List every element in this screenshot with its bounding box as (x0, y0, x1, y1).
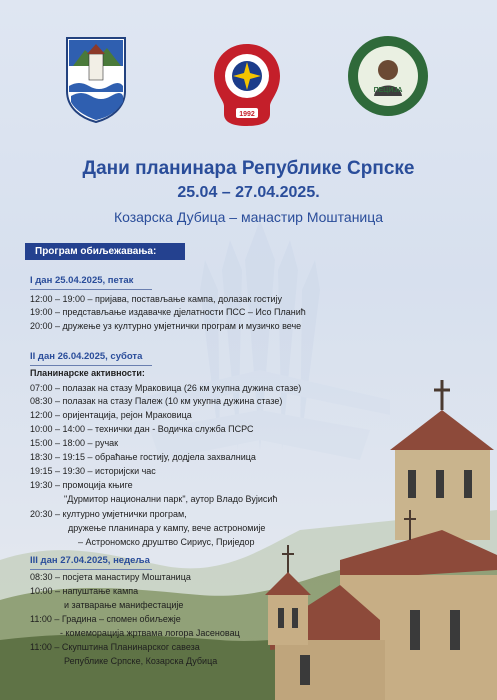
event-dates: 25.04 – 27.04.2025. (177, 184, 320, 201)
day3-item: 10:00 – напуштање кампа (30, 586, 139, 596)
day3-underline (30, 569, 152, 570)
day2-evening: 20:30 – културно умјетнички програм, (30, 509, 187, 519)
day2-evening-line3: – Астрономско друштво Сириус, Приједор (78, 537, 255, 547)
day1-heading: I дан 25.04.2025, петак (30, 275, 134, 286)
logos-row (0, 30, 497, 130)
municipality-coat-of-arms-logo (65, 36, 127, 124)
day1-underline (30, 289, 152, 290)
day3-item: 08:30 – посјета манастиру Моштаница (30, 572, 191, 582)
pecija-club-logo (346, 34, 430, 118)
day3-item: 11:00 – Градина – спомен обиљежје (30, 614, 181, 624)
day2-item: 08:30 – полазак на стазу Палеж (10 км укупна дужина стазе) (30, 396, 283, 406)
day2-item: 18:30 – 19:15 – обраћање гостију, додјела захвалница (30, 452, 256, 462)
day1-item: 19:00 – представљање издавачке дјелатности ПСС – Исо Планић (30, 307, 306, 317)
day2-item: 12:00 – оријентација, рејон Мраковица (30, 410, 192, 420)
day1-item: 20:00 – дружење уз културно умјетнички програм и музичко вече (30, 321, 302, 331)
monastery-church-image (230, 380, 497, 700)
day2-underline (30, 365, 152, 366)
day3-item: 11:00 – Скупштина Планинарског савеза (30, 642, 200, 652)
day2-item: 10:00 – 14:00 – технички дан - Водичка служба ПСРС (30, 424, 254, 434)
day2-book-title: "Дурмитор национални парк", аутор Владо Вујисић (64, 494, 278, 504)
day2-heading: II дан 26.04.2025, субота (30, 351, 143, 362)
day2-item: 19:30 – промоција књиге (30, 480, 133, 490)
logo-year: 1992 (239, 111, 255, 118)
mountaineering-association-logo (212, 42, 282, 128)
day2-item: 07:00 – полазак на стазу Мраковица (26 км укупна дужина стазе) (30, 383, 302, 393)
day3-item-cont: - комеморација жртвама логора Јасеновац (60, 628, 240, 638)
program-label: Програм обиљежавања: (25, 243, 185, 260)
event-location: Козарска Дубица – манастир Моштаница (113, 209, 384, 225)
day2-item: 19:15 – 19:30 – историјски час (30, 466, 156, 476)
day3-heading: III дан 27.04.2025, недеља (30, 555, 150, 566)
day3-item-cont: Републике Српске, Козарска Дубица (64, 656, 218, 666)
page-title: Дани планинара Републике Српске (82, 158, 415, 179)
logo-club-name: ПЕЦИЈА (373, 87, 403, 94)
day2-subheading: Планинарске активности: (30, 368, 145, 378)
day2-item: 15:00 – 18:00 – ручак (30, 438, 119, 448)
day1-item: 12:00 – 19:00 – пријава, постављање кампа, долазак гостију (30, 294, 283, 304)
day3-item-cont: и затварање манифестације (64, 600, 184, 610)
day2-evening-line2: дружење планинара у кампу, вече астрономије (68, 523, 266, 533)
